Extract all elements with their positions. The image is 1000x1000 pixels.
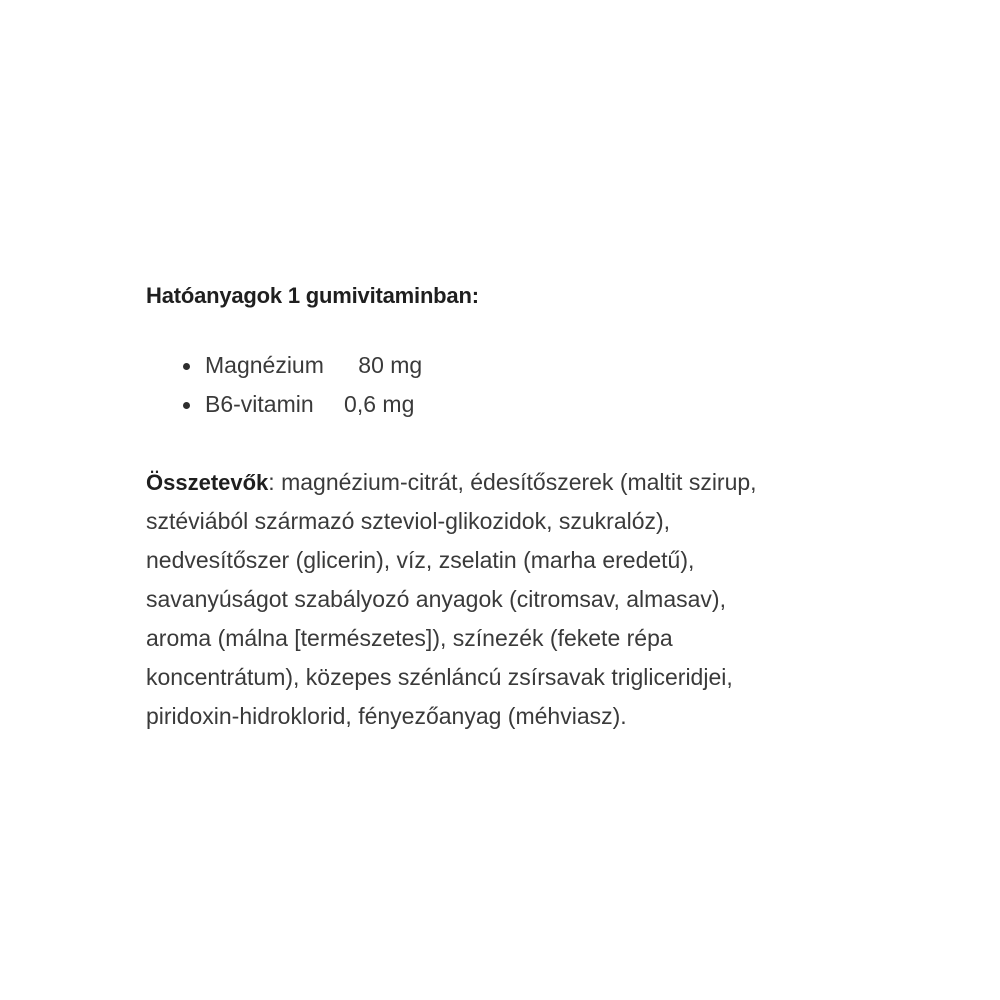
active-ingredient-amount: 0,6 mg	[344, 391, 415, 417]
bullet-icon	[183, 363, 190, 370]
ingredients-line: nedvesítőszer (glicerin), víz, zselatin (marha eredetű),	[146, 547, 695, 573]
ingredients-text: : magnézium-citrát, édesítőszerek (maltit szirup,	[268, 469, 757, 495]
active-ingredients-list	[146, 346, 866, 424]
bullet-icon	[183, 402, 190, 409]
ingredients-line: sztéviából származó szteviol-glikozidok, szukralóz),	[146, 508, 671, 534]
list-item	[146, 346, 866, 385]
ingredients-line: savanyúságot szabályozó anyagok (citromsav, almasav),	[146, 586, 726, 612]
product-info-content	[146, 281, 866, 736]
active-ingredient-name: B6-vitamin	[205, 391, 314, 417]
active-ingredient-name: Magnézium	[205, 352, 324, 378]
ingredients-paragraph	[146, 463, 866, 736]
ingredients-label: Összetevők	[146, 470, 269, 495]
ingredients-line: koncentrátum), közepes szénláncú zsírsavak trigliceridjei,	[146, 664, 733, 690]
active-ingredients-heading: Hatóanyagok 1 gumivitaminban:	[146, 283, 479, 308]
list-item	[146, 385, 866, 424]
ingredients-line: piridoxin-hidroklorid, fényezőanyag (méhviasz).	[146, 703, 627, 729]
ingredients-line	[146, 463, 866, 502]
active-ingredient-amount: 80 mg	[358, 352, 423, 378]
ingredients-line: aroma (málna [természetes]), színezék (fekete répa	[146, 625, 673, 651]
